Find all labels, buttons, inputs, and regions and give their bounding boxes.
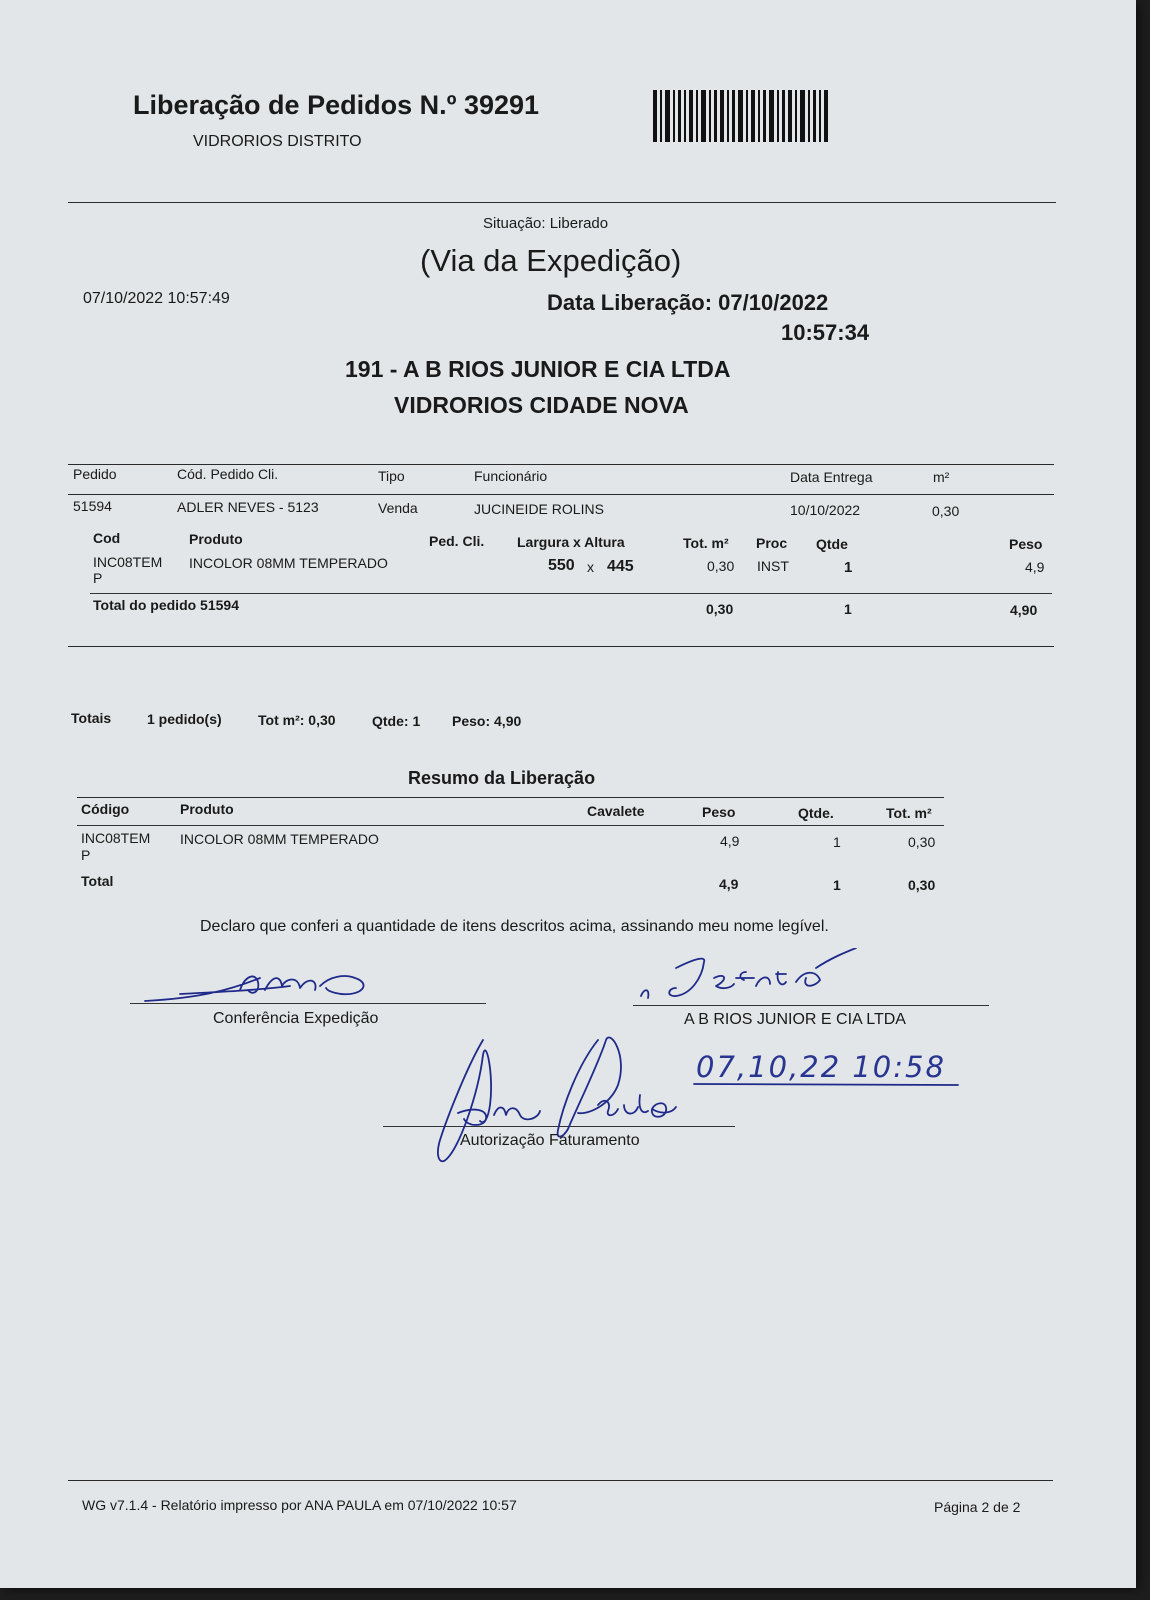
- order-table-top-rule: [68, 464, 1054, 465]
- resumo-title: Resumo da Liberação: [408, 768, 596, 788]
- order-data-entrega: 10/10/2022: [790, 502, 861, 518]
- resumo-header-qtde: Qtde.: [798, 805, 834, 821]
- order-total-qtde: 1: [844, 601, 852, 617]
- order-funcionario: JUCINEIDE ROLINS: [474, 501, 604, 517]
- resumo-codigo-line2: P: [81, 847, 91, 863]
- resumo-produto: INCOLOR 08MM TEMPERADO: [180, 831, 379, 847]
- resumo-header-peso: Peso: [702, 804, 736, 820]
- order-total-m2: 0,30: [706, 601, 734, 617]
- order-table-bottom-rule: [68, 646, 1054, 647]
- autorizacao-signature: [428, 1035, 678, 1170]
- item-largura: 550: [548, 557, 575, 574]
- barcode-icon: [653, 90, 828, 142]
- order-header-tipo: Tipo: [378, 468, 405, 484]
- client-label: A B RIOS JUNIOR E CIA LTDA: [684, 1011, 906, 1028]
- item-produto: INCOLOR 08MM TEMPERADO: [189, 555, 388, 571]
- footer-page-number: Página 2 de 2: [934, 1499, 1021, 1515]
- resumo-qtde: 1: [833, 834, 841, 850]
- item-header-cod: Cod: [93, 530, 121, 546]
- item-header-largura-altura: Largura x Altura: [517, 534, 625, 550]
- totals-label: Totais: [71, 710, 112, 726]
- item-header-produto: Produto: [189, 531, 243, 547]
- order-header-m2: m²: [933, 469, 950, 485]
- resumo-tot-m2: 0,30: [908, 834, 936, 850]
- item-altura: 445: [607, 558, 634, 575]
- resumo-total-label: Total: [81, 873, 114, 889]
- item-peso: 4,9: [1025, 559, 1045, 575]
- item-qtde: 1: [844, 559, 853, 576]
- order-tipo: Venda: [378, 500, 418, 516]
- printed-timestamp: 07/10/2022 10:57:49: [83, 290, 230, 307]
- order-header-data-entrega: Data Entrega: [790, 469, 873, 485]
- item-cod-line2: P: [93, 570, 103, 586]
- order-header-cod-pedido-cli: Cód. Pedido Cli.: [177, 466, 279, 482]
- resumo-header-cavalete: Cavalete: [587, 803, 645, 819]
- order-header-rule: [68, 494, 1054, 495]
- order-pedido: 51594: [73, 498, 112, 514]
- resumo-header-rule: [77, 825, 944, 826]
- totals-pedidos: 1 pedido(s): [147, 711, 222, 727]
- order-total-label: Total do pedido 51594: [93, 597, 239, 613]
- status-text: Situação: Liberado: [483, 215, 609, 232]
- resumo-header-tot-m2: Tot. m²: [886, 805, 932, 821]
- resumo-codigo-line1: INC08TEM: [81, 830, 151, 846]
- page-subtitle: VIDRORIOS DISTRITO: [193, 133, 362, 150]
- order-total-peso: 4,90: [1010, 602, 1038, 618]
- client-signature: [636, 948, 866, 1008]
- resumo-peso: 4,9: [720, 833, 740, 849]
- header-divider: [68, 202, 1056, 203]
- handwritten-datetime: 07,10,22 10:58: [696, 1050, 946, 1084]
- client-name: 191 - A B RIOS JUNIOR E CIA LTDA: [345, 356, 731, 382]
- item-header-qtde: Qtde: [816, 536, 848, 552]
- order-header-pedido: Pedido: [73, 466, 117, 482]
- resumo-header-produto: Produto: [180, 801, 234, 817]
- order-header-funcionario: Funcionário: [474, 468, 548, 484]
- item-header-proc: Proc: [756, 535, 788, 551]
- resumo-total-qtde: 1: [833, 877, 841, 893]
- order-m2: 0,30: [932, 503, 960, 519]
- item-header-ped-cli: Ped. Cli.: [429, 533, 485, 549]
- resumo-header-codigo: Código: [81, 801, 130, 817]
- footer-report-info: WG v7.1.4 - Relatório impresso por ANA PAULA em 07/10/2022 10:57: [82, 1497, 517, 1513]
- totals-qtde: Qtde: 1: [372, 713, 421, 729]
- resumo-total-peso: 4,9: [719, 876, 739, 892]
- item-tot-m2: 0,30: [707, 558, 735, 574]
- conferencia-signature: [140, 968, 400, 1008]
- client-store: VIDRORIOS CIDADE NOVA: [394, 392, 689, 418]
- via-label: (Via da Expedição): [420, 243, 682, 278]
- order-cod-pedido-cli: ADLER NEVES - 5123: [177, 499, 319, 515]
- resumo-top-rule: [77, 797, 944, 798]
- item-header-peso: Peso: [1009, 536, 1043, 552]
- release-date: Data Liberação: 07/10/2022: [547, 290, 829, 315]
- item-header-tot-m2: Tot. m²: [683, 535, 729, 551]
- totals-peso: Peso: 4,90: [452, 713, 522, 729]
- item-proc: INST: [757, 558, 789, 574]
- page-title: Liberação de Pedidos N.º 39291: [133, 90, 540, 120]
- autorizacao-label: Autorização Faturamento: [460, 1132, 640, 1149]
- item-x: x: [587, 559, 594, 575]
- release-time: 10:57:34: [781, 320, 870, 345]
- conferencia-label: Conferência Expedição: [213, 1010, 379, 1027]
- resumo-total-tot-m2: 0,30: [908, 877, 936, 893]
- totals-tot-m2: Tot m²: 0,30: [258, 712, 336, 728]
- footer-rule: [68, 1480, 1053, 1481]
- order-total-rule: [90, 593, 1052, 594]
- declaration-text: Declaro que conferi a quantidade de itens descritos acima, assinando meu nome legível.: [200, 918, 829, 935]
- item-cod-line1: INC08TEM: [93, 554, 163, 570]
